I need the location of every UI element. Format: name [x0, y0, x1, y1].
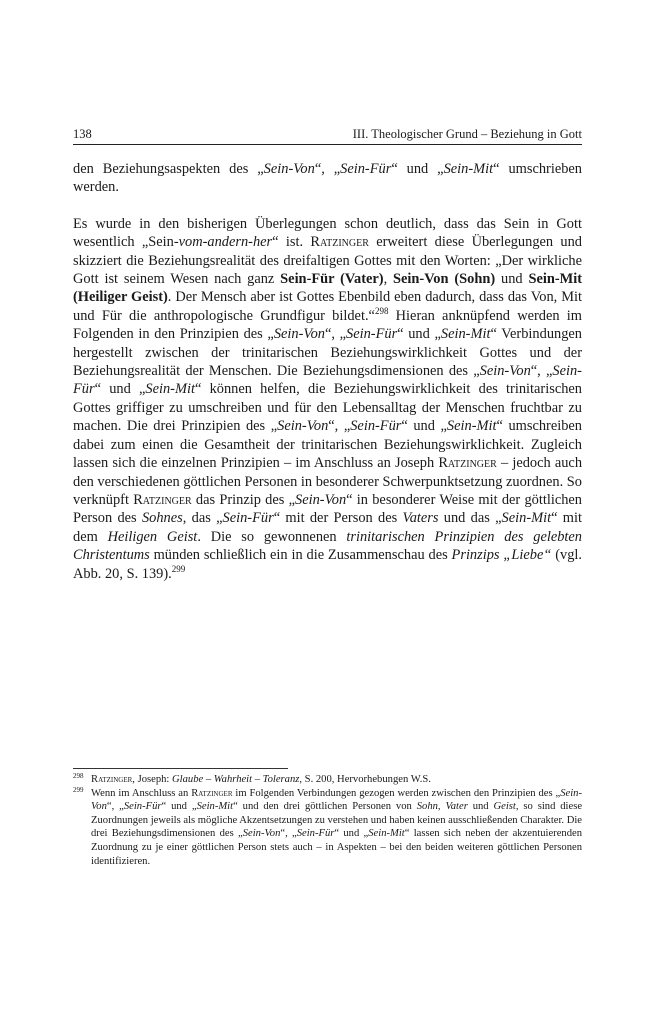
italic-term: Vaters [402, 510, 439, 527]
footnote-ref-298[interactable]: 298 [374, 305, 389, 316]
text-span: erweitert diese Überlegungen und skizziert die Beziehungsrealität des dreifaltigen Gottes mit den Worten: „Der wirkliche Gott ist seinem Wesen nach ganz [73, 234, 583, 288]
italic-term: Sein-Für [123, 801, 162, 813]
italic-term: Vater [445, 801, 468, 813]
italic-term: Sein-Für [340, 161, 392, 177]
italic-term: Sein-Für [296, 828, 335, 840]
italic-term: Sein-Für [222, 510, 274, 527]
text-span: und [495, 271, 529, 288]
italic-term: Sein-Für [346, 326, 398, 343]
text-span: , Joseph: [132, 774, 173, 785]
italic-term: vom-andern-her [178, 234, 273, 251]
text-span: “ umschrieben werden. [73, 161, 582, 196]
text-span: “ und „ [397, 326, 441, 343]
text-span: , das „ [182, 510, 223, 527]
running-title: III. Theologischer Grund – Beziehung in Gott [352, 127, 582, 141]
text-span: den Beziehungsaspekten des „ [73, 161, 264, 177]
page-number: 138 [73, 127, 92, 141]
author-name: Ratzinger [191, 787, 233, 799]
italic-term: Sein-Mit [443, 161, 494, 177]
bold-term: Sein-Für (Vater) [280, 271, 384, 288]
text-span: Wenn im Anschluss an [91, 787, 192, 799]
text-span: “, „ [328, 418, 351, 435]
bold-term: Sein-Mit (Heiliger Geist) [73, 271, 583, 306]
text-span: “, „ [280, 828, 297, 840]
italic-term: Geist [493, 801, 516, 813]
text-span: “ und „ [161, 801, 197, 813]
text-span: . Die so gewonnenen [197, 528, 347, 545]
italic-term: Heiligen Geist [107, 528, 198, 545]
main-text [73, 160, 582, 583]
italic-term: Sein-Mit [196, 801, 234, 813]
italic-term: Prinzips „Liebe“ [451, 547, 552, 564]
author-name: Ratzinger [91, 774, 133, 785]
italic-term: Sein-Mit [368, 828, 405, 840]
text-span: “ Verbindungen hergestellt zwischen der trinitarischen Beziehungswirklichkeit Gottes und der Beziehungsrealität der Menschen. Die Beziehungsdimensionen des „ [73, 326, 582, 380]
bold-term: Sein-Von (Sohn) [393, 271, 496, 288]
footnote-299 [73, 787, 582, 869]
text-span: (vgl. Abb. 20, S. 139). [73, 547, 582, 582]
text-span: , [383, 271, 394, 288]
text-span: und [467, 801, 494, 813]
text-span: . Der Mensch aber ist Gottes Ebenbild eben dadurch, dass das Von, Mit und Für die anthropologische Grundfigur bildet.“ [73, 289, 582, 324]
text-span: “ und „ [391, 161, 444, 177]
text-span: “, „ [324, 326, 347, 343]
page-header [73, 127, 582, 145]
text-span: “ mit dem [73, 510, 582, 545]
author-name: Ratzinger [133, 491, 192, 508]
text-span: “ lassen sich neben der akzentuierenden Zuordnung zu je einer göttlichen Person stets auch – in Aspekten – bei den beiden weiteren göttlichen Personen identifizieren. [91, 828, 583, 867]
text-span: “, „ [106, 801, 124, 813]
author-name: Ratzinger [310, 234, 369, 251]
paragraph-2 [73, 215, 582, 583]
footnotes [73, 773, 582, 868]
italic-term: Sein-Von [242, 828, 281, 840]
text-span: “ ist. [272, 234, 311, 251]
italic-term: Sein-Mit [145, 381, 195, 398]
footnote-number: 298 [73, 772, 84, 780]
text-span: “, „ [314, 161, 341, 177]
text-span: “ in besonderer Weise mit der göttlichen Person des [73, 491, 583, 527]
italic-term: Sein-Von [263, 161, 315, 177]
text-span: “ mit der Person des [273, 510, 403, 527]
text-span: das Prinzip des „ [191, 491, 295, 508]
footnote-number: 299 [73, 785, 84, 794]
italic-term: Sein-Mit [440, 326, 491, 343]
text-span: “, „ [530, 363, 553, 380]
text-span: Es wurde in den bisherigen Überlegungen schon deutlich, dass das Sein in Gott wesentlich „Sein- [73, 215, 582, 251]
text-span: “ und „ [401, 418, 447, 435]
text-span: – jedoch auch den verschiedenen göttlichen Personen in besonderer Schwerpunktsetzung zuordnen. So verknüpft [73, 455, 583, 508]
book-title: Glaube – Wahrheit – Toleranz [172, 774, 300, 785]
italic-term: Sein-Von [479, 363, 531, 380]
italic-term: Sein-Von [295, 491, 347, 508]
italic-term: Sohnes [141, 510, 183, 527]
text-span: “ und „ [94, 381, 146, 398]
footnote-divider [73, 768, 288, 769]
text-span: , so sind diese Zuordnungen jeweils als mögliche Akzentsetzungen zu verstehen und haben keinen ausschließenden Charakter. Die drei Beziehungsdimensionen des „ [91, 801, 583, 840]
text-span: im Folgenden Verbindungen gezogen werden zwischen den Prinzipien des „ [232, 787, 561, 799]
italic-term: Sein-Mit [501, 510, 552, 527]
text-span: “ umschreiben dabei zum einen die Gesamtheit der trinitarischen Beziehungswirklichkeit. Zugleich lassen sich die einzelnen Prinzipien – im Anschluss an Joseph [73, 418, 582, 472]
italic-term: Sein-Mit [446, 418, 497, 435]
italic-term: trinitarischen Prinzipien des gelebten Christentums [73, 528, 583, 564]
text-span: “ und den drei göttlichen Personen von [233, 801, 417, 813]
text-span: münden schließlich ein in die Zusammenschau des [149, 547, 452, 564]
italic-term: Sein-Für [73, 363, 582, 398]
text-span: “ können helfen, die Beziehungswirklichkeit des trinitarischen Gottes griffiger zu umschreiben und für den Lebensalltag der Menschen fruchtbar zu machen. Die drei Prinzipien des „ [73, 381, 582, 435]
text-span: , S. 200, Hervorhebungen W.S. [299, 774, 431, 785]
italic-term: Sein-Von [91, 787, 582, 813]
text-span: “ und „ [334, 828, 369, 840]
text-span: Hieran anknüpfend werden im Folgenden in den Prinzipien des „ [73, 307, 582, 343]
italic-term: Sein-Von [273, 326, 325, 343]
italic-term: Sein-Von [277, 418, 329, 435]
italic-term: Sein-Für [350, 418, 402, 435]
text-span: und das „ [438, 510, 502, 527]
footnote-298 [73, 773, 582, 787]
footnote-ref-299[interactable]: 299 [171, 563, 186, 574]
author-name: Ratzinger [438, 455, 497, 472]
text-span: , [437, 801, 446, 813]
paragraph-1 [73, 160, 582, 197]
italic-term: Sohn [416, 801, 438, 813]
